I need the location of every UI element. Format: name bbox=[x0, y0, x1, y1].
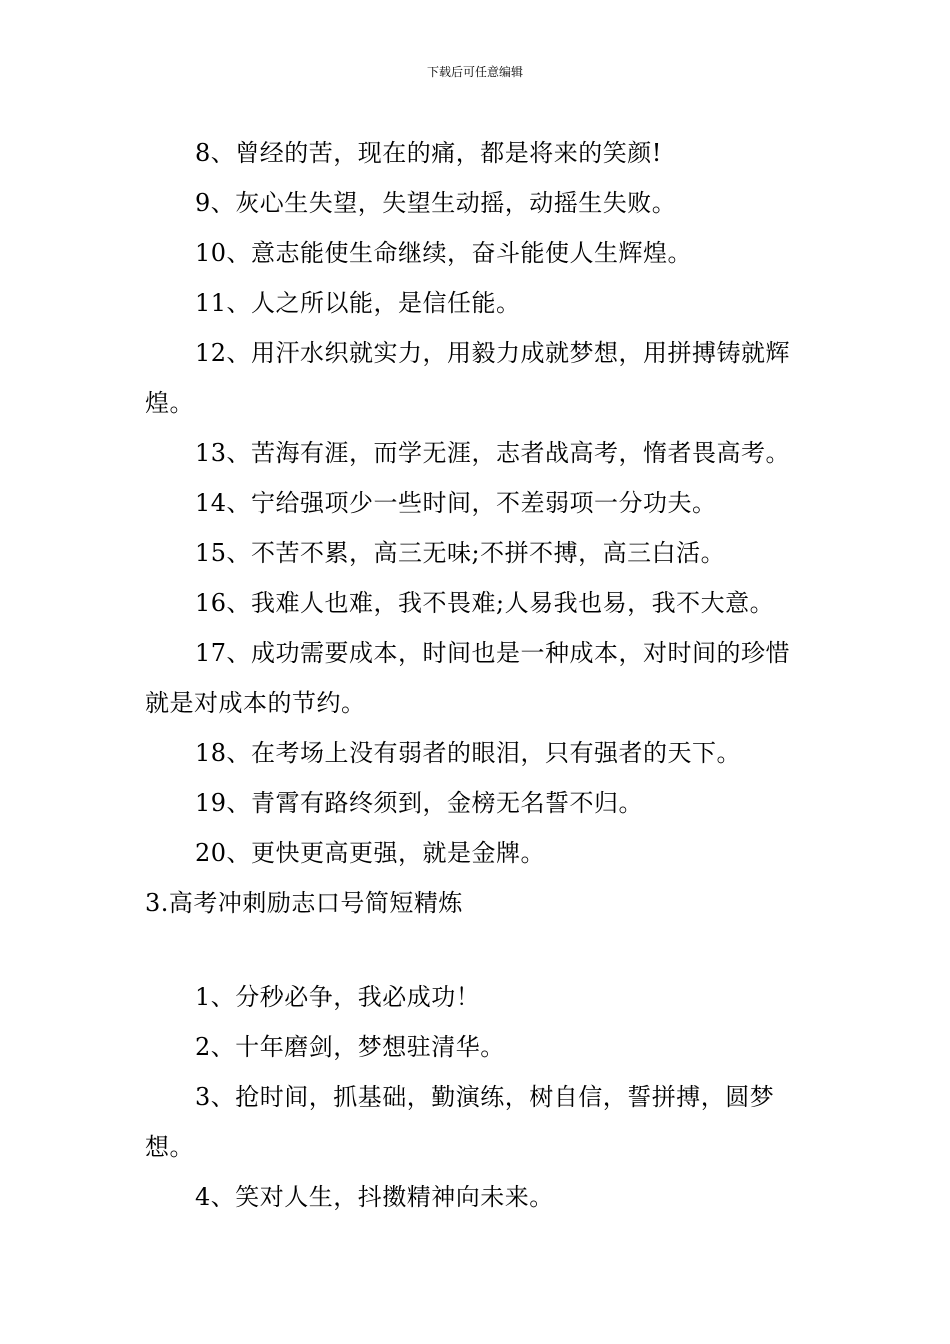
section-spacer bbox=[145, 928, 810, 972]
list-item: 9、灰心生失望，失望生动摇，动摇生失败。 bbox=[195, 189, 677, 217]
list-item: 17、成功需要成本，时间也是一种成本，对时间的珍惜就是对成本的节约。 bbox=[145, 639, 791, 717]
list-item: 12、用汗水织就实力，用毅力成就梦想，用拼搏铸就辉煌。 bbox=[145, 339, 791, 417]
list-item: 14、宁给强项少一些时间，不差弱项一分功夫。 bbox=[195, 489, 717, 517]
list-item: 20、更快更高更强，就是金牌。 bbox=[195, 839, 546, 867]
list-item: 18、在考场上没有弱者的眼泪，只有强者的天下。 bbox=[195, 739, 742, 767]
document-body bbox=[145, 128, 810, 1222]
page-header-note: 下载后可任意编辑 bbox=[426, 65, 523, 79]
list-item: 1、分秒必争，我必成功！ bbox=[195, 983, 481, 1011]
list-item: 3、抢时间，抓基础，勤演练，树自信，誓拼搏，圆梦想。 bbox=[145, 1083, 775, 1161]
list-item: 15、不苦不累，高三无味;不拼不搏，高三白活。 bbox=[195, 539, 726, 567]
list-item: 16、我难人也难，我不畏难;人易我也易，我不大意。 bbox=[195, 589, 775, 617]
list-item: 10、意志能使生命继续，奋斗能使人生辉煌。 bbox=[195, 239, 693, 267]
list-item: 19、青霄有路终须到，金榜无名誓不归。 bbox=[195, 789, 644, 817]
section-heading: 3.高考冲刺励志口号简短精炼 bbox=[145, 889, 463, 917]
list-item: 2、十年磨剑，梦想驻清华。 bbox=[195, 1033, 505, 1061]
list-item: 13、苦海有涯，而学无涯，志者战高考，惰者畏高考。 bbox=[195, 439, 791, 467]
list-item: 8、曾经的苦，现在的痛，都是将来的笑颜! bbox=[195, 139, 662, 167]
list-item: 4、笑对人生，抖擞精神向未来。 bbox=[195, 1183, 554, 1211]
list-item: 11、人之所以能，是信任能。 bbox=[195, 289, 521, 317]
